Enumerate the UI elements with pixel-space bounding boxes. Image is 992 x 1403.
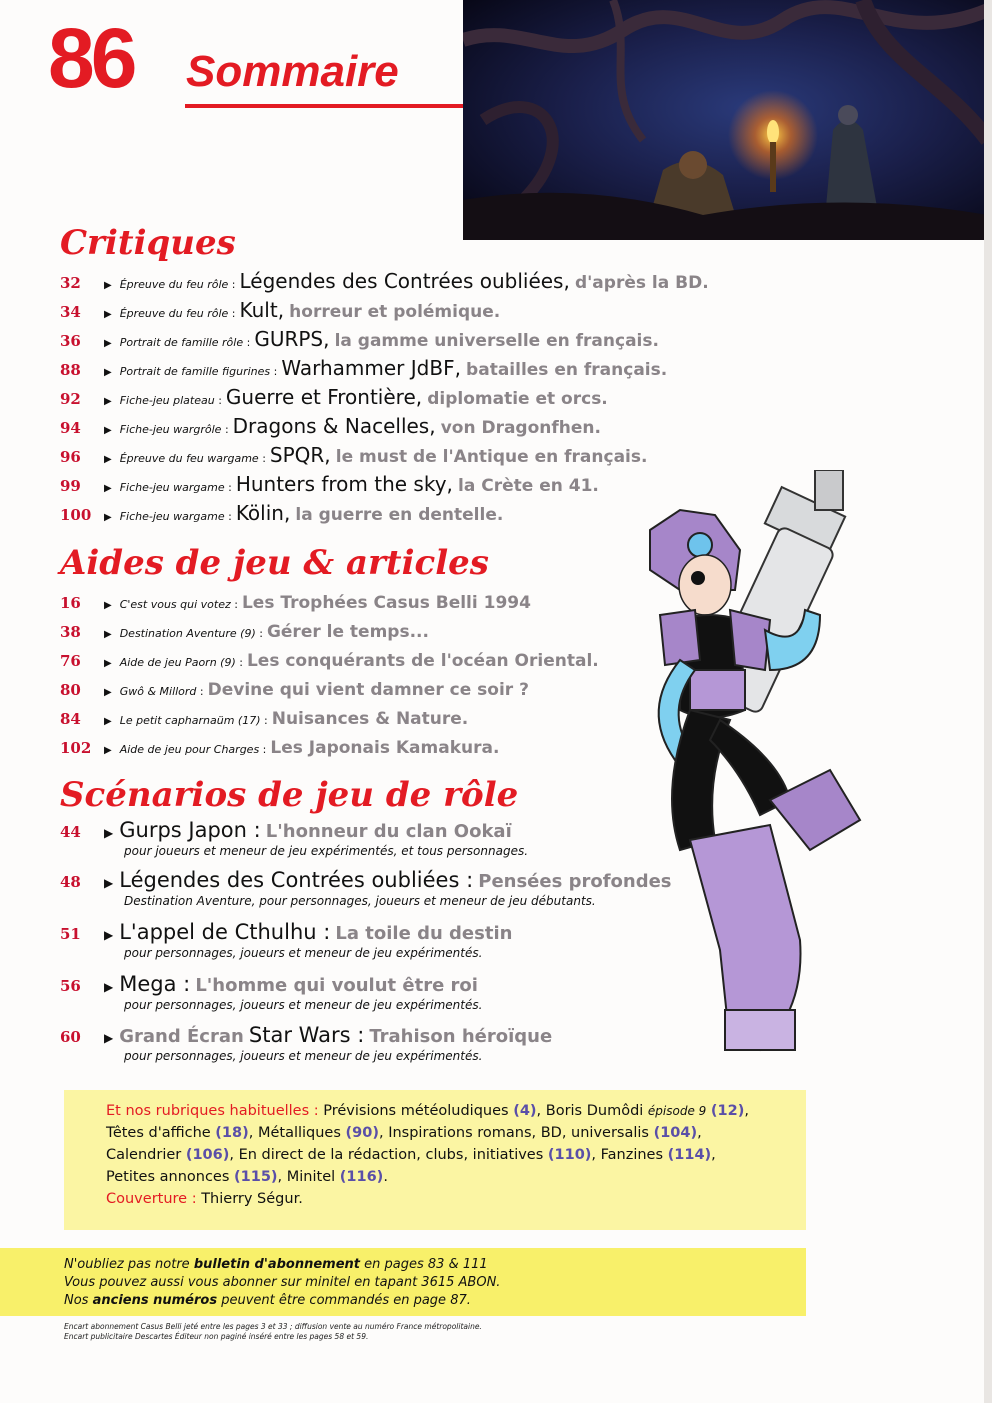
- list-item: [60, 866, 672, 908]
- list-item: 76 ▶ Aide de jeu Paorn (9) : Les conquérants de l'océan Oriental.: [60, 648, 599, 674]
- page-number: 36: [60, 332, 81, 350]
- page-edge: [984, 0, 992, 1403]
- entry-title: Kölin,: [235, 501, 291, 525]
- category: Épreuve du feu rôle: [119, 307, 229, 320]
- list-item: 38 ▶ Destination Aventure (9) : Gérer le temps...: [60, 619, 429, 645]
- entry-title: Kult,: [239, 298, 285, 322]
- list-item: [60, 816, 528, 858]
- category: Fiche-jeu plateau: [119, 394, 215, 407]
- page-number: 56: [60, 977, 81, 995]
- arrow-icon: ▶: [104, 980, 114, 994]
- page-number: 48: [60, 873, 81, 891]
- entry-description: horreur et polémique.: [289, 302, 501, 322]
- list-item: 80 ▶ Gwô & Millord : Devine qui vient damner ce soir ?: [60, 677, 529, 703]
- rubrique-page: (90): [345, 1125, 379, 1141]
- rubrique-page: (18): [215, 1125, 249, 1141]
- page-number: 16: [60, 594, 81, 612]
- fineprint-line: Encart publicitaire Descartes Éditeur non paginé inséré entre les pages 58 et 59.: [64, 1332, 369, 1341]
- rubrique-page: (110): [547, 1147, 592, 1163]
- entry-description: batailles en français.: [466, 360, 668, 380]
- audience: pour personnages, joueurs et meneur de jeu expérimentés.: [124, 998, 483, 1012]
- arrow-icon: ▶: [104, 658, 112, 669]
- page-number: 88: [60, 361, 81, 379]
- game-name: L'appel de Cthulhu :: [119, 920, 331, 944]
- page-number: 76: [60, 652, 81, 670]
- arrow-icon: ▶: [104, 600, 112, 611]
- game-name: Star Wars :: [248, 1023, 365, 1047]
- page-number: 80: [60, 681, 81, 699]
- list-item: 36 ▶ Portrait de famille rôle : GURPS, la gamme universelle en français.: [60, 326, 659, 352]
- category: C'est vous qui votez: [119, 598, 231, 611]
- rubrique-item: Boris Dumôdi: [545, 1103, 644, 1119]
- category: Portrait de famille figurines: [119, 365, 271, 378]
- section-heading-critiques: Critiques: [60, 223, 236, 263]
- cover-artist: Thierry Ségur.: [201, 1191, 303, 1207]
- rubrique-item: Fanzines: [600, 1147, 664, 1163]
- game-name: Gurps Japon :: [119, 818, 261, 842]
- entry-title: Dragons & Nacelles,: [232, 414, 436, 438]
- page-number: 84: [60, 710, 81, 728]
- page-number: 34: [60, 303, 81, 321]
- rubriques-label: Et nos rubriques habituelles :: [106, 1103, 319, 1119]
- page-number: 51: [60, 925, 81, 943]
- arrow-icon: ▶: [104, 396, 112, 407]
- list-item: [60, 970, 482, 1012]
- audience: Destination Aventure, pour personnages, joueurs et meneur de jeu débutants.: [124, 894, 596, 908]
- entry-title: Warhammer JdBF,: [281, 356, 461, 380]
- rubrique-page: (115): [234, 1169, 278, 1185]
- page-number: 38: [60, 623, 81, 641]
- entry-description: la Crète en 41.: [458, 476, 599, 496]
- fineprint-line: Encart abonnement Casus Belli jeté entre les pages 3 et 33 ; diffusion vente au numéro France métropolitaine.: [64, 1322, 482, 1331]
- list-item: 92 ▶ Fiche-jeu plateau : Guerre et Frontière, diplomatie et orcs.: [60, 384, 608, 410]
- rubrique-item: Inspirations romans, BD, universalis: [388, 1125, 649, 1141]
- page-number: 44: [60, 823, 81, 841]
- list-item: [60, 1021, 552, 1063]
- rubrique-page: (114): [667, 1147, 712, 1163]
- category: Fiche-jeu wargame: [119, 510, 225, 523]
- audience: pour personnages, joueurs et meneur de jeu expérimentés.: [124, 1049, 483, 1063]
- page-number: 94: [60, 419, 81, 437]
- category: Aide de jeu pour Charges: [119, 743, 260, 756]
- rubrique-item: En direct de la rédaction, clubs, initiatives: [238, 1147, 544, 1163]
- entry-description: la guerre en dentelle.: [295, 505, 504, 525]
- list-item: 88 ▶ Portrait de famille figurines : Warhammer JdBF, batailles en français.: [60, 355, 667, 381]
- arrow-icon: ▶: [104, 280, 112, 291]
- arrow-icon: ▶: [104, 687, 112, 698]
- list-item: 84 ▶ Le petit capharnaüm (17) : Nuisances & Nature.: [60, 706, 468, 732]
- subscription-line-3: Nos anciens numéros peuvent être commandés en page 87.: [64, 1293, 471, 1308]
- arrow-icon: ▶: [104, 876, 114, 890]
- list-item: 94 ▶ Fiche-jeu wargrôle : Dragons & Nacelles, von Dragonfhen.: [60, 413, 601, 439]
- arrow-icon: ▶: [104, 716, 112, 727]
- character-illustration: [620, 470, 960, 1070]
- arrow-icon: ▶: [104, 425, 112, 436]
- scenario-title: Trahison héroïque: [369, 1026, 553, 1047]
- section-heading-aides: Aides de jeu & articles: [60, 543, 489, 583]
- issue-number: 86: [48, 11, 134, 105]
- category: Destination Aventure (9): [119, 627, 256, 640]
- entry-description: la gamme universelle en français.: [334, 331, 659, 351]
- arrow-icon: ▶: [104, 309, 112, 320]
- subscription-line-2: Vous pouvez aussi vous abonner sur minitel en tapant 3615 ABON.: [64, 1275, 501, 1290]
- rubrique-item: Têtes d'affiche: [106, 1125, 211, 1141]
- page-number: 60: [60, 1028, 81, 1046]
- entry-title: GURPS,: [254, 327, 330, 351]
- scenario-title: L'honneur du clan Ookaï: [265, 821, 512, 842]
- list-item: 102 ▶ Aide de jeu pour Charges : Les Japonais Kamakura.: [60, 735, 499, 761]
- entry-description: Les Japonais Kamakura.: [270, 738, 500, 758]
- arrow-icon: ▶: [104, 338, 112, 349]
- entry-title: SPQR,: [269, 443, 331, 467]
- category: Fiche-jeu wargame: [119, 481, 225, 494]
- rubrique-page: (104): [653, 1125, 698, 1141]
- entry-description: le must de l'Antique en français.: [335, 447, 648, 467]
- entry-description: Nuisances & Nature.: [271, 709, 469, 729]
- cover-label: Couverture :: [106, 1191, 197, 1207]
- page-number: 99: [60, 477, 81, 495]
- page-number: 96: [60, 448, 81, 466]
- scenario-title: La toile du destin: [335, 923, 513, 944]
- arrow-icon: ▶: [104, 928, 114, 942]
- fineprint: [64, 1322, 482, 1342]
- scenario-title: Pensées profondes: [478, 871, 672, 892]
- entry-title: Hunters from the sky,: [235, 472, 453, 496]
- rubriques-box: Et nos rubriques habituelles : Prévisions météoludiques (4), Boris Dumôdi épisode 9 (12), Têtes d'affiche (18), Métalliques (90), Inspirations romans, BD, universalis (104), Calendrier (106), En direct de la rédaction, clubs, initiatives (110), Fanzines (114), Petites annonces (115), Minitel (116). Couverture : Thierry Ségur.: [64, 1090, 806, 1230]
- arrow-icon: ▶: [104, 1031, 114, 1045]
- arrow-icon: ▶: [104, 629, 112, 640]
- page-number: 92: [60, 390, 81, 408]
- subscription-line-1: N'oubliez pas notre bulletin d'abonnement en pages 83 & 111: [64, 1257, 488, 1272]
- list-item: 96 ▶ Épreuve du feu wargame : SPQR, le must de l'Antique en français.: [60, 442, 647, 468]
- rubrique-item: Petites annonces: [106, 1169, 230, 1185]
- entry-title: Guerre et Frontière,: [225, 385, 423, 409]
- entry-description: d'après la BD.: [574, 273, 709, 293]
- game-name: Légendes des Contrées oubliées :: [119, 868, 474, 892]
- entry-title: Légendes des Contrées oubliées,: [239, 269, 570, 293]
- category: Épreuve du feu rôle: [119, 278, 229, 291]
- rubrique-page: (12): [710, 1103, 745, 1119]
- page-title: Sommaire: [186, 47, 399, 96]
- category: Fiche-jeu wargrôle: [119, 423, 222, 436]
- arrow-icon: ▶: [104, 745, 112, 756]
- scenario-prefix: Grand Écran: [119, 1026, 244, 1047]
- category: Portrait de famille rôle: [119, 336, 244, 349]
- rubrique-extra: épisode 9: [647, 1104, 707, 1118]
- rubrique-item: Minitel: [286, 1169, 336, 1185]
- entry-description: Devine qui vient damner ce soir ?: [207, 680, 529, 700]
- arrow-icon: ▶: [104, 367, 112, 378]
- category: Le petit capharnaüm (17): [119, 714, 261, 727]
- list-item: 100 ▶ Fiche-jeu wargame : Kölin, la guerre en dentelle.: [60, 500, 503, 526]
- entry-description: von Dragonfhen.: [440, 418, 601, 438]
- arrow-icon: ▶: [104, 483, 112, 494]
- audience: pour personnages, joueurs et meneur de jeu expérimentés.: [124, 946, 483, 960]
- list-item: [60, 918, 512, 960]
- category: Gwô & Millord: [119, 685, 197, 698]
- audience: pour joueurs et meneur de jeu expérimentés, et tous personnages.: [124, 844, 529, 858]
- category: Épreuve du feu wargame: [119, 452, 259, 465]
- arrow-icon: ▶: [104, 512, 112, 523]
- rubrique-item: Métalliques: [257, 1125, 341, 1141]
- list-item: 16 ▶ C'est vous qui votez : Les Trophées Casus Belli 1994: [60, 590, 531, 616]
- rubrique-item: Prévisions météoludiques: [323, 1103, 509, 1119]
- entry-description: Les Trophées Casus Belli 1994: [241, 593, 531, 613]
- rubrique-item: Calendrier: [106, 1147, 182, 1163]
- section-heading-scenarios: Scénarios de jeu de rôle: [60, 775, 519, 815]
- game-name: Mega :: [119, 972, 191, 996]
- list-item: 99 ▶ Fiche-jeu wargame : Hunters from the sky, la Crète en 41.: [60, 471, 599, 497]
- list-item: 32 ▶ Épreuve du feu rôle : Légendes des Contrées oubliées, d'après la BD.: [60, 268, 709, 294]
- arrow-icon: ▶: [104, 826, 114, 840]
- rubrique-page: (116): [339, 1169, 384, 1185]
- page-number: 102: [60, 739, 92, 757]
- entry-description: diplomatie et orcs.: [427, 389, 608, 409]
- page-number: 100: [60, 506, 92, 524]
- entry-description: Les conquérants de l'océan Oriental.: [246, 651, 599, 671]
- rubrique-page: (4): [513, 1103, 537, 1119]
- category: Aide de jeu Paorn (9): [119, 656, 236, 669]
- subscription-box: [0, 1248, 806, 1316]
- entry-description: Gérer le temps...: [266, 622, 429, 642]
- scenario-title: L'homme qui voulut être roi: [195, 975, 478, 996]
- list-item: 34 ▶ Épreuve du feu rôle : Kult, horreur et polémique.: [60, 297, 500, 323]
- rubrique-page: (106): [185, 1147, 230, 1163]
- page-number: 32: [60, 274, 81, 292]
- arrow-icon: ▶: [104, 454, 112, 465]
- cover-art-illustration: [463, 0, 988, 240]
